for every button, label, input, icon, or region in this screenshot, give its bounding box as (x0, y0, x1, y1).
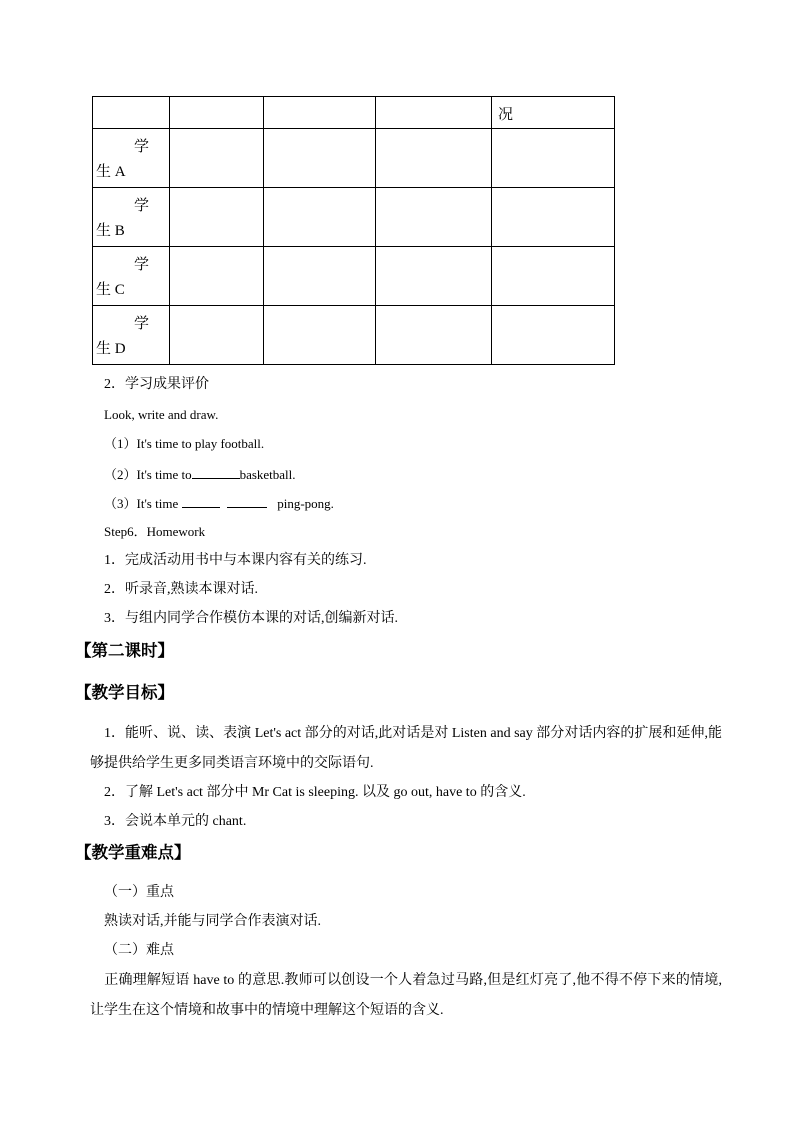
homework-item: 1．完成活动用书中与本课内容有关的练习. (104, 553, 367, 568)
section-title: 2．学习成果评价 (104, 377, 209, 392)
student-label-top: 学 (133, 198, 149, 214)
table-cell (376, 247, 492, 306)
subsection-title: （一）重点 (104, 885, 174, 900)
table-cell (264, 129, 376, 188)
goal-paragraph (90, 719, 722, 779)
table-row (93, 188, 615, 247)
lesson-heading: 【第二课时】 (75, 641, 174, 660)
table-row (93, 247, 615, 306)
exercise-text: ping-pong. (277, 496, 334, 511)
table-cell (170, 306, 264, 365)
key-points-heading: 【教学重难点】 (75, 843, 191, 862)
difficulty-text: 正确理解短语 have to 的意思.教师可以创设一个人着急过马路,但是红灯亮了,他不得不停下来的情境,让学生在这个情境和故事中的情境中理解这个短语的含义. (90, 973, 722, 1018)
homework-item: 2．听录音,熟读本课对话. (104, 582, 258, 597)
exercise-instruction: Look, write and draw. (104, 407, 219, 422)
exercise-item (104, 465, 296, 484)
exercise-text: basketball. (239, 467, 296, 482)
table-row (93, 129, 615, 188)
table-cell (492, 129, 615, 188)
table-cell (492, 306, 615, 365)
exercise-item (104, 494, 334, 513)
student-label-top: 学 (133, 257, 149, 273)
exercise-text: It's time (136, 496, 179, 511)
table-cell (492, 188, 615, 247)
difficulty-paragraph (90, 966, 722, 1026)
student-label-bottom: 生 A (96, 164, 126, 180)
goal-item: 3．会说本单元的 chant. (104, 814, 247, 829)
student-label-bottom: 生 D (96, 341, 126, 357)
fill-blank (182, 494, 220, 508)
header-cell (93, 97, 170, 129)
table-cell (264, 188, 376, 247)
student-label-bottom: 生 B (96, 223, 125, 239)
table-cell (170, 247, 264, 306)
student-label-top: 学 (133, 316, 149, 332)
header-cell (376, 97, 492, 129)
table-row (93, 306, 615, 365)
table-cell (170, 188, 264, 247)
exercise-number: （1） (104, 436, 137, 451)
goals-heading: 【教学目标】 (75, 683, 174, 702)
evaluation-table (92, 96, 615, 365)
subsection-title: （二）难点 (104, 943, 174, 958)
step-title: Step6．Homework (104, 524, 206, 539)
table-header-row (93, 97, 615, 129)
table-cell (264, 247, 376, 306)
table-cell (492, 247, 615, 306)
subsection-text: 熟读对话,并能与同学合作表演对话. (104, 914, 321, 929)
homework-item: 3．与组内同学合作模仿本课的对话,创编新对话. (104, 611, 398, 626)
header-cell (492, 97, 615, 129)
exercise-text: It's time to (136, 467, 192, 482)
table-cell (264, 306, 376, 365)
exercise-text: It's time to play football. (136, 436, 265, 451)
exercise-number: （3） (104, 496, 137, 511)
fill-blank (192, 465, 240, 479)
student-label-cell (93, 306, 170, 365)
table-cell (170, 129, 264, 188)
student-label-cell (93, 247, 170, 306)
student-label-bottom: 生 C (96, 282, 125, 298)
table-cell (376, 129, 492, 188)
student-label-cell (93, 188, 170, 247)
exercise-number: （2） (104, 467, 137, 482)
fill-blank (227, 494, 267, 508)
goal-item: 2．了解 Let's act 部分中 Mr Cat is sleeping. 以及 go out, have to 的含义. (104, 785, 526, 800)
exercise-item (104, 435, 264, 453)
table-cell (376, 306, 492, 365)
header-cell (264, 97, 376, 129)
header-cell (170, 97, 264, 129)
goal-text: 1．能听、说、读、表演 Let's act 部分的对话,此对话是对 Listen and say 部分对话内容的扩展和延伸,能够提供给学生更多同类语言环境中的交际语句. (90, 726, 722, 771)
header-cell-text: 况 (498, 107, 514, 123)
student-label-cell (93, 129, 170, 188)
student-label-top: 学 (133, 139, 149, 155)
table-cell (376, 188, 492, 247)
